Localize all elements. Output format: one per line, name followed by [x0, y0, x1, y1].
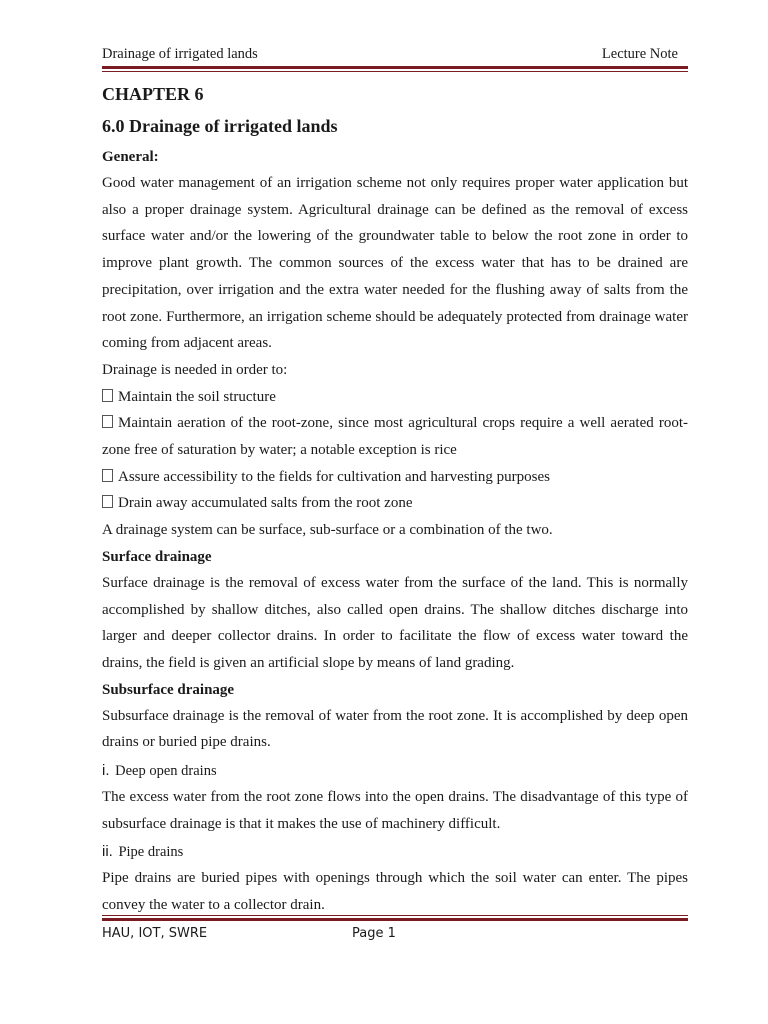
pipe-drains-heading — [102, 839, 688, 865]
general-heading: General: — [102, 149, 159, 165]
bullet-text: Assure accessibility to the fields for cultivation and harvesting purposes — [118, 468, 550, 485]
list-item — [102, 464, 688, 491]
subsurface-drainage-heading: Subsurface drainage — [102, 681, 235, 698]
page-header — [102, 46, 688, 63]
bullet-text: Maintain the soil structure — [118, 388, 276, 405]
header-label: Lecture Note — [601, 46, 678, 62]
header-title: Drainage of irrigated lands — [102, 46, 258, 62]
list-item — [102, 410, 688, 463]
footer-rule-thin — [102, 915, 688, 916]
header-rule-thick — [102, 66, 688, 69]
roman-numeral: ii. — [102, 843, 113, 861]
list-item — [102, 490, 688, 517]
subsurface-drainage-paragraph: Subsurface drainage is the removal of water from the root zone. It is accomplished by deep open drains or buried pipe drains. — [102, 707, 688, 751]
deep-open-drains-title: Deep open drains — [115, 763, 217, 780]
bullet-box-icon — [102, 495, 113, 508]
surface-drainage-paragraph: Surface drainage is the removal of excess water from the surface of the land. This is normally accomplished by shallow ditches, also called open drains. The shallow ditches discharge into larger and deeper collector drains. In order to facilitate the flow of excess water toward the drains, the field is given an artificial slope by means of land grading. — [102, 574, 688, 671]
footer-rule-thick — [102, 918, 688, 921]
deep-open-drains-heading — [102, 758, 688, 784]
chapter-heading: CHAPTER 6 — [102, 84, 204, 104]
pipe-drains-paragraph: Pipe drains are buried pipes with openings through which the soil water can enter. The pipes convey the water to a collector drain. — [102, 870, 688, 914]
roman-numeral: i. — [102, 762, 110, 780]
bullet-box-icon — [102, 469, 113, 482]
page-content — [102, 80, 688, 919]
header-rule — [102, 66, 688, 72]
general-paragraph: Good water management of an irrigation scheme not only requires proper water application but also a proper drainage system. Agricultural drainage can be defined as the removal of excess surface water and/or the lowering of the groundwater table to below the root zone in order to improve plant growth. The common sources of the excess water that has to be drained are precipitation, over irrigation and the extra water needed for the flushing away of salts from the root zone. Furthermore, an irrigation scheme should be adequately protected from drainage water coming from adjacent areas. — [102, 175, 688, 352]
surface-drainage-heading: Surface drainage — [102, 548, 212, 565]
pipe-drains-title: Pipe drains — [118, 844, 184, 861]
header-rule-thin — [102, 71, 688, 72]
bullet-text: Maintain aeration of the root-zone, since most agricultural crops require a well aerated root-zone free of saturation by water; a notable exception is rice — [102, 415, 688, 459]
system-sentence: A drainage system can be surface, sub-surface or a combination of the two. — [102, 522, 553, 539]
section-title: 6.0 Drainage of irrigated lands — [102, 116, 338, 136]
footer-institution: HAU, IOT, SWRE — [102, 926, 208, 941]
bullet-text: Drain away accumulated salts from the root zone — [118, 495, 413, 512]
footer-rule — [102, 915, 688, 921]
bullet-box-icon — [102, 415, 113, 428]
bullet-box-icon — [102, 389, 113, 402]
page-number: Page 1 — [352, 926, 396, 941]
deep-open-drains-paragraph: The excess water from the root zone flows into the open drains. The disadvantage of this type of subsurface drainage is that it makes the use of machinery difficult. — [102, 789, 688, 832]
drainage-needed-intro: Drainage is needed in order to: — [102, 361, 288, 378]
list-item — [102, 384, 688, 411]
